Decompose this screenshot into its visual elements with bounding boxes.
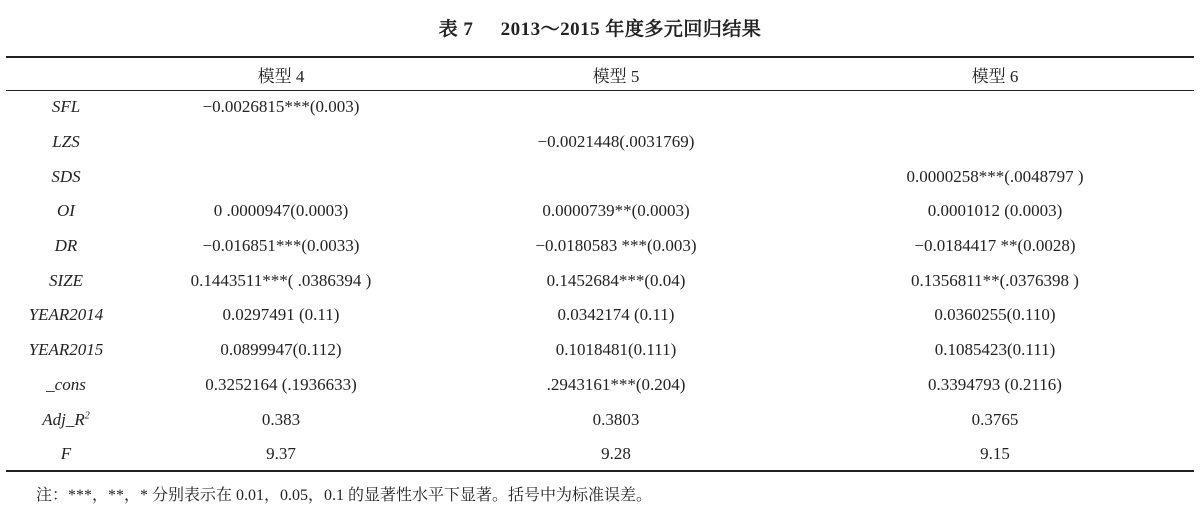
table-footnote: 注：***，**，* 分别表示在 0.01，0.05，0.1 的显著性水平下显著。括号中为标准误差。 — [36, 487, 653, 504]
table-row — [6, 263, 1194, 298]
table-row — [6, 125, 1194, 160]
model-6-value: 9.15 — [980, 444, 1010, 464]
variable-name: OI — [57, 201, 75, 221]
model-4-value: 9.37 — [266, 444, 296, 464]
model-5-value: 0.3803 — [592, 409, 640, 429]
model-5-value: 0.1452684***(0.04) — [546, 270, 686, 290]
model-6-value: 0.0000258***(.0048797 ) — [906, 166, 1084, 186]
model-4-value: −0.0026815***(0.003) — [202, 97, 360, 117]
model-6-value: 0.3394793 (0.2116) — [928, 374, 1062, 394]
model-4-value: 0.1443511***( .0386394 ) — [190, 270, 372, 290]
table-number: 表 7 — [438, 19, 474, 40]
model-5-value: 0.0000739**(0.0003) — [542, 201, 690, 221]
table-row — [6, 229, 1194, 264]
model-4-value: 0.3252164 (.1936633) — [205, 374, 357, 394]
model-6-value: −0.0184417 **(0.0028) — [914, 236, 1076, 256]
table-caption: 2013～2015 年度多元回归结果 — [500, 19, 762, 40]
variable-name: F — [60, 444, 72, 464]
header-model-4: 模型 4 — [257, 66, 305, 86]
model-5-value: .2943161***(0.204) — [546, 374, 686, 394]
model-4-value — [126, 159, 436, 194]
variable-name: SIZE — [49, 270, 83, 290]
table-title — [0, 14, 1200, 41]
model-6-value: 0.1356811**(.0376398 ) — [911, 270, 1079, 290]
model-5-value — [436, 90, 796, 125]
model-5-value: −0.0021448(.0031769) — [537, 132, 695, 152]
model-4-value: 0 .0000947(0.0003) — [213, 201, 349, 221]
variable-name: SDS — [51, 166, 81, 186]
table-row — [6, 298, 1194, 333]
model-4-value: 0.383 — [261, 409, 301, 429]
regression-table — [6, 58, 1194, 472]
table-row — [6, 159, 1194, 194]
table-row — [6, 194, 1194, 229]
variable-name: DR — [54, 236, 78, 256]
variable-name-superscript: 2 — [84, 409, 90, 421]
table-row — [6, 333, 1194, 368]
model-5-value: 0.1018481(0.111) — [555, 340, 677, 360]
table-row — [6, 402, 1194, 437]
model-4-value: 0.0297491 (0.11) — [222, 305, 340, 325]
variable-name: YEAR2014 — [28, 305, 104, 325]
header-model-6: 模型 6 — [971, 66, 1019, 86]
model-4-value — [126, 125, 436, 160]
model-6-value: 0.1085423(0.111) — [934, 340, 1056, 360]
model-6-value: 0.0001012 (0.0003) — [927, 201, 1063, 221]
model-6-value — [796, 90, 1194, 125]
variable-name: YEAR2015 — [28, 340, 104, 360]
model-5-value: −0.0180583 ***(0.003) — [535, 236, 697, 256]
model-4-value: −0.016851***(0.0033) — [202, 236, 360, 256]
variable-name-base: Adj_R — [42, 409, 85, 429]
table-row — [6, 90, 1194, 125]
header-model-5: 模型 5 — [592, 66, 640, 86]
table-row — [6, 437, 1194, 472]
model-5-value — [436, 159, 796, 194]
model-6-value — [796, 125, 1194, 160]
variable-name — [6, 402, 126, 437]
model-6-value: 0.0360255(0.110) — [934, 305, 1056, 325]
header-variable — [6, 58, 126, 90]
model-5-value: 9.28 — [601, 444, 631, 464]
variable-name: _cons — [46, 374, 86, 394]
header-row — [6, 58, 1194, 90]
model-4-value: 0.0899947(0.112) — [220, 340, 342, 360]
variable-name: SFL — [51, 97, 81, 117]
model-5-value: 0.0342174 (0.11) — [557, 305, 675, 325]
variable-name: LZS — [52, 132, 80, 152]
model-6-value: 0.3765 — [971, 409, 1019, 429]
table-row — [6, 368, 1194, 403]
